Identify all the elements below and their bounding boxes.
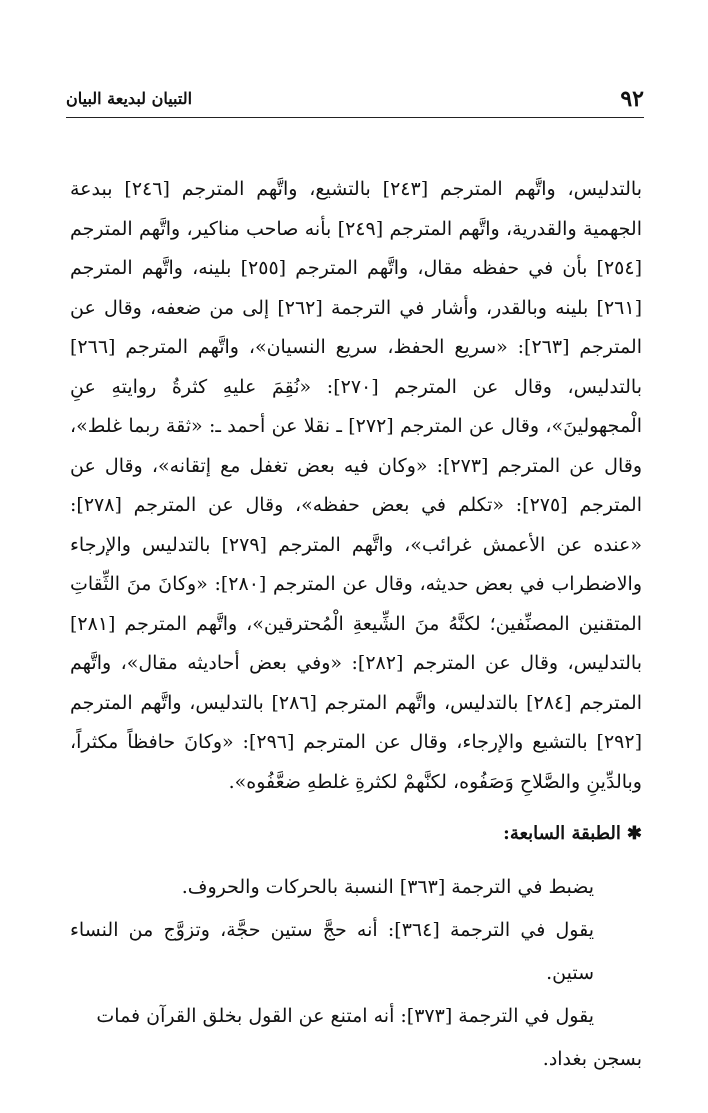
- main-paragraph: [70, 170, 642, 802]
- list-item-continuation: بسجن بغداد.: [542, 1048, 642, 1070]
- star-bullet-icon: ✱: [626, 823, 642, 844]
- list-item: يضبط في الترجمة [٣٦٣] النسبة بالحركات والحروف.: [181, 876, 594, 898]
- section-heading: [503, 820, 642, 848]
- book-title: التبيان لبديعة البيان: [66, 89, 193, 108]
- page-header: [66, 84, 644, 114]
- list-item: يقول في الترجمة [٣٦٤]: أنه حجَّ ستين حجَّة، وتزوَّج من النساء ستين.: [70, 919, 594, 984]
- section-body: [70, 866, 642, 1081]
- paragraph-text: بالتدليس، واتَّهم المترجم [٢٤٣] بالتشيع، واتَّهم المترجم [٢٤٦] ببدعة الجهمية والقدرية، واتَّهم المترجم [٢٤٩] بأنه صاحب مناكير، واتَّهم المترجم [٢٥٤] بأن في حفظه مقال، واتَّهم المترجم [٢٥٥] بلينه، واتَّهم المترجم [٢٦١] بلينه وبالقدر، وأشار في الترجمة [٢٦٢] إلى من ضعفه، وقال عن المترجم [٢٦٣]: «سريع الحفظ، سريع النسيان»، واتَّهم المترجم [٢٦٦] بالتدليس، وقال عن المترجم [٢٧٠]: «نُقِمَ عليهِ كثرةُ روايتهِ عنِ الْمجهولينَ»، وقال عن المترجم [٢٧٢] ـ نقلا عن أحمد ـ: «ثقة ربما غلط»، وقال عن المترجم [٢٧٣]: «وكان فيه بعض تغفل مع إتقانه»، وقال عن المترجم [٢٧٥]: «تكلم في بعض حفظه»، وقال عن المترجم [٢٧٨]: «عنده عن الأعمش غرائب»، واتَّهم المترجم [٢٧٩] بالتدليس والإرجاء والاضطراب في بعض حديثه، وقال عن المترجم [٢٨٠]: «وكانَ منَ الثِّقاتِ المتقنين المصنِّفين؛ لكنَّهُ منَ الشِّيعةِ الْمُحترقين»، واتَّهم المترجم [٢٨١] بالتدليس، وقال عن المترجم [٢٨٢]: «وفي بعض أحاديثه مقال»، واتَّهم المترجم [٢٨٤] بالتدليس، واتَّهم المترجم [٢٨٦] بالتدليس، واتَّهم المترجم [٢٩٢] بالتشيع والإرجاء، وقال عن المترجم [٢٩٦]: «وكانَ حافظاً مكثراً، وبالدِّينِ والصَّلاحِ وَصَفُوه، لكنَّهمْ لكثرةِ غلطهِ ضعَّفُوه».: [70, 178, 643, 793]
- page-number: ٩٢: [620, 86, 644, 112]
- list-item: يقول في الترجمة [٣٧٣]: أنه امتنع عن القول بخلق القرآن فمات: [96, 1005, 594, 1027]
- section-heading-text: الطبقة السابعة:: [503, 823, 621, 844]
- header-divider: [66, 117, 644, 118]
